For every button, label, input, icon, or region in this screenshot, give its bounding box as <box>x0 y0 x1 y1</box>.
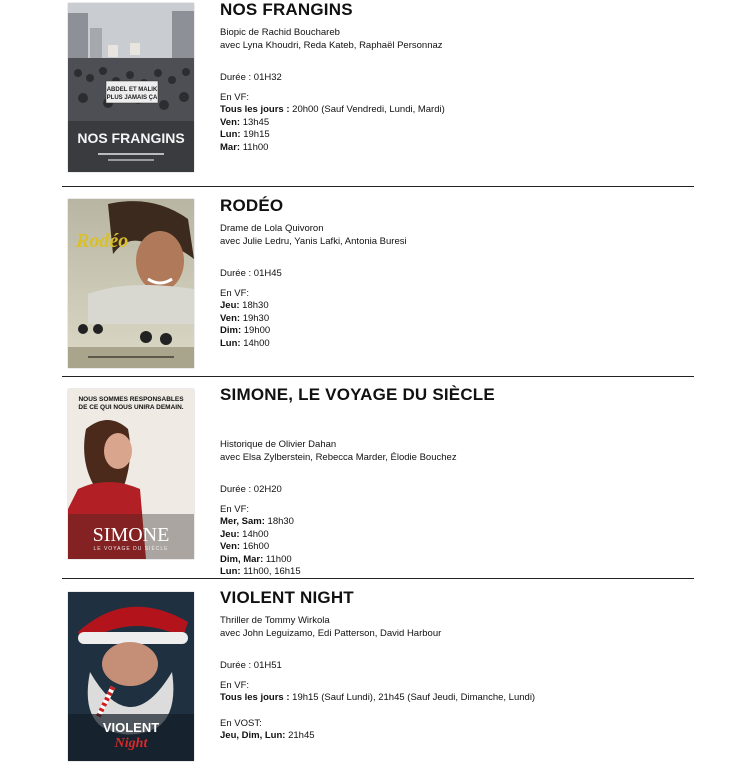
film-title: VIOLENT NIGHT <box>220 588 354 607</box>
showtime-times: 11h00, 16h15 <box>240 566 301 577</box>
showtime-row <box>220 529 720 542</box>
showtime-row <box>220 554 720 567</box>
film-cast: avec Julie Ledru, Yanis Lafki, Antonia Buresi <box>220 235 407 247</box>
showtime-times: 18h30 <box>239 300 269 311</box>
showtime-days: Dim: <box>220 325 242 336</box>
film-cast: avec Elsa Zylberstein, Rebecca Marder, Élodie Bouchez <box>220 451 457 463</box>
svg-text:DE CE QUI NOUS UNIRA DEMAIN.: DE CE QUI NOUS UNIRA DEMAIN. <box>78 404 184 411</box>
showtime-row <box>220 129 720 142</box>
showtime-days: Ven: <box>220 116 241 128</box>
svg-text:Night: Night <box>114 736 148 751</box>
version-label: En VF: <box>220 503 250 515</box>
showtime-row <box>220 692 720 705</box>
showtime-days: Mer, Sam: <box>220 516 265 527</box>
showtime-times: 19h15 (Sauf Lundi), 21h45 (Sauf Jeudi, Dimanche, Lundi) <box>289 692 536 703</box>
showtime-row <box>220 730 720 743</box>
showtime-days: Ven: <box>220 541 241 552</box>
film-duration: Durée : 02H20 <box>220 484 282 495</box>
film-duration: Durée : 01H51 <box>220 660 282 671</box>
film-genre: Biopic de Rachid Bouchareb <box>220 27 340 38</box>
showtime-times: 11h00 <box>263 553 292 565</box>
divider <box>62 376 694 377</box>
film-genre: Drame de Lola Quivoron <box>220 223 324 234</box>
film-genre: Thriller de Tommy Wirkola <box>220 615 330 626</box>
poster-nos-frangins[interactable] <box>68 3 194 172</box>
showtime-row <box>220 104 720 117</box>
showtime-days: Jeu, Dim, Lun: <box>220 730 286 741</box>
showtime-row <box>220 338 720 351</box>
film-title: RODÉO <box>220 196 284 215</box>
poster-simone[interactable] <box>68 389 194 559</box>
showtime-times: 14h00 <box>239 528 269 540</box>
showtime-row <box>220 566 720 579</box>
showtime-times: 14h00 <box>240 337 270 349</box>
film-duration: Durée : 01H32 <box>220 72 282 83</box>
showtime-times: 20h00 (Sauf Vendredi, Lundi, Mardi) <box>289 104 445 115</box>
svg-text:SIMONE: SIMONE <box>92 524 170 546</box>
version-label: En VF: <box>220 679 250 691</box>
film-genre: Historique de Olivier Dahan <box>220 439 337 450</box>
showtime-days: Lun: <box>220 337 241 349</box>
showtime-row <box>220 325 720 338</box>
svg-text:PLUS JAMAIS ÇA: PLUS JAMAIS ÇA <box>106 95 158 101</box>
showtime-days: Mar: <box>220 141 241 153</box>
poster-simone-image <box>68 389 194 559</box>
poster-violent-night-image <box>68 592 194 761</box>
svg-text:VIOLENT: VIOLENT <box>102 720 160 735</box>
showtime-days: Tous les jours : <box>220 104 290 115</box>
film-title: NOS FRANGINS <box>220 0 353 19</box>
showtime-row <box>220 313 720 326</box>
showtime-times: 19h30 <box>240 312 270 324</box>
showtime-days: Jeu: <box>220 300 240 311</box>
poster-violent-night[interactable] <box>68 592 194 761</box>
showtime-row <box>220 300 720 313</box>
svg-text:NOUS SOMMES RESPONSABLES: NOUS SOMMES RESPONSABLES <box>78 396 184 403</box>
showtime-days: Lun: <box>220 129 241 140</box>
showtime-row <box>220 117 720 130</box>
showtime-days: Tous les jours : <box>220 692 290 703</box>
showtime-row <box>220 142 720 155</box>
showtime-times: 19h00 <box>241 325 271 336</box>
showtime-times: 19h15 <box>240 129 270 140</box>
showtime-days: Lun: <box>220 566 241 577</box>
film-title: SIMONE, LE VOYAGE DU SIÈCLE <box>220 385 495 404</box>
version-label: En VF: <box>220 91 250 103</box>
showtime-days: Ven: <box>220 312 241 324</box>
svg-text:ABDEL ET MALIK: ABDEL ET MALIK <box>106 87 158 93</box>
poster-rodeo[interactable] <box>68 199 194 368</box>
film-cast: avec Lyna Khoudri, Reda Kateb, Raphaël Personnaz <box>220 39 443 51</box>
showtime-row <box>220 541 720 554</box>
svg-text:LE VOYAGE DU SIÈCLE: LE VOYAGE DU SIÈCLE <box>93 546 169 552</box>
divider <box>62 186 694 187</box>
showtime-times: 13h45 <box>240 116 270 128</box>
film-duration: Durée : 01H45 <box>220 268 282 279</box>
divider <box>62 578 694 579</box>
svg-text:Rodéo: Rodéo <box>76 230 129 252</box>
poster-rodeo-image <box>68 199 194 368</box>
version-label: En VF: <box>220 287 250 299</box>
showtime-times: 18h30 <box>264 516 294 527</box>
showtime-times: 11h00 <box>240 141 269 153</box>
version-label: En VOST: <box>220 717 262 729</box>
showtime-days: Jeu: <box>220 528 240 540</box>
film-cast: avec John Leguizamo, Edi Patterson, David Harbour <box>220 627 442 639</box>
svg-text:NOS FRANGINS: NOS FRANGINS <box>77 130 185 146</box>
showtime-row <box>220 516 720 529</box>
poster-nos-frangins-image <box>68 3 194 172</box>
showtime-times: 16h00 <box>240 541 270 552</box>
showtime-times: 21h45 <box>285 730 315 741</box>
showtime-days: Dim, Mar: <box>220 553 264 565</box>
